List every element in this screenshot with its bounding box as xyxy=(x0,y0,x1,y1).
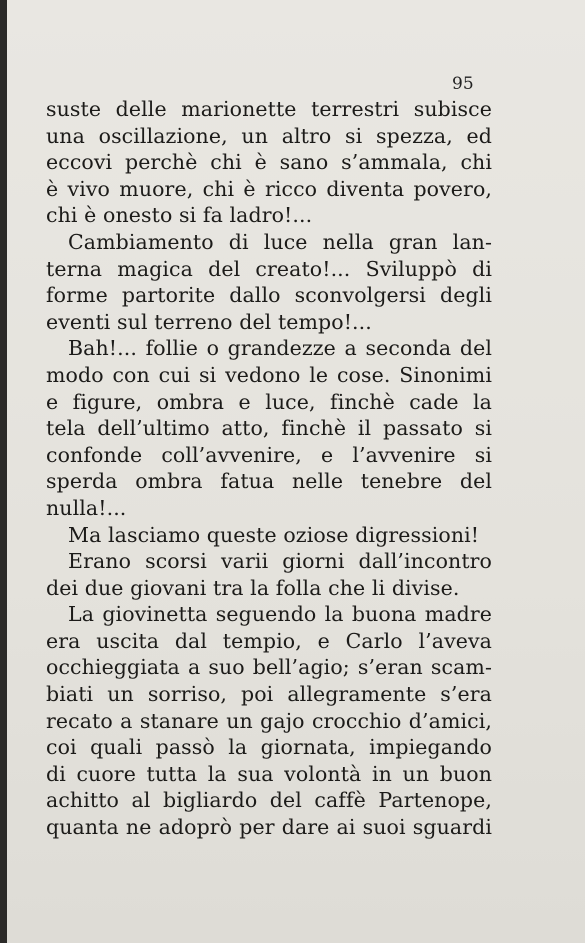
text-line: La giovinetta seguendo la buona madre xyxy=(68,602,492,627)
text-line: eccovi perchè chi è sano s’ammala, chi xyxy=(46,150,492,175)
text-line: di cuore tutta la sua volontà in un buon xyxy=(46,761,492,786)
page-binding-edge xyxy=(0,0,7,943)
body-text xyxy=(46,96,492,841)
text-line: una oscillazione, un altro si spezza, ed xyxy=(46,123,492,148)
text-line: chi è onesto si fa ladro!... xyxy=(46,203,313,228)
text-line: Cambiamento di luce nella gran lan- xyxy=(68,229,492,254)
text-line: era uscita dal tempio, e Carlo l’aveva xyxy=(46,628,492,653)
text-line: recato a stanare un gajo crocchio d’amici, xyxy=(46,708,492,733)
text-line: sperda ombra fatua nelle tenebre del xyxy=(46,469,492,494)
text-line: biati un sorriso, poi allegramente s’era xyxy=(46,682,492,707)
text-line: achitto al bigliardo del caffè Partenope, xyxy=(46,788,492,813)
text-line: modo con cui si vedono le cose. Sinonimi xyxy=(46,362,492,387)
text-line: eventi sul terreno del tempo!... xyxy=(46,309,372,334)
text-line: quanta ne adoprò per dare ai suoi sguardi xyxy=(46,815,492,840)
text-line: occhieggiata a suo bell’agio; s’eran scam- xyxy=(46,655,492,680)
text-line: e figure, ombra e luce, finchè cade la xyxy=(46,389,492,414)
text-line: Ma lasciamo queste oziose digressioni! xyxy=(68,522,480,547)
text-line: forme partorite dallo sconvolgersi degli xyxy=(46,283,492,308)
text-line: suste delle marionette terrestri subisce xyxy=(46,97,492,121)
text-line: è vivo muore, chi è ricco diventa povero, xyxy=(46,176,492,201)
text-line: Erano scorsi varii giorni dall’incontro xyxy=(68,549,492,574)
text-line: Bah!... follie o grandezze a seconda del xyxy=(68,336,492,361)
page-number: 95 xyxy=(452,74,474,94)
text-line: confonde coll’avvenire, e l’avvenire si xyxy=(46,442,492,467)
text-line: tela dell’ultimo atto, finchè il passato si xyxy=(46,416,492,441)
text-line: terna magica del creato!... Sviluppò di xyxy=(46,256,492,281)
text-line: dei due giovani tra la folla che li divise. xyxy=(46,575,460,600)
text-line: nulla!... xyxy=(46,495,127,520)
text-line: coi quali passò la giornata, impiegando xyxy=(46,735,492,760)
